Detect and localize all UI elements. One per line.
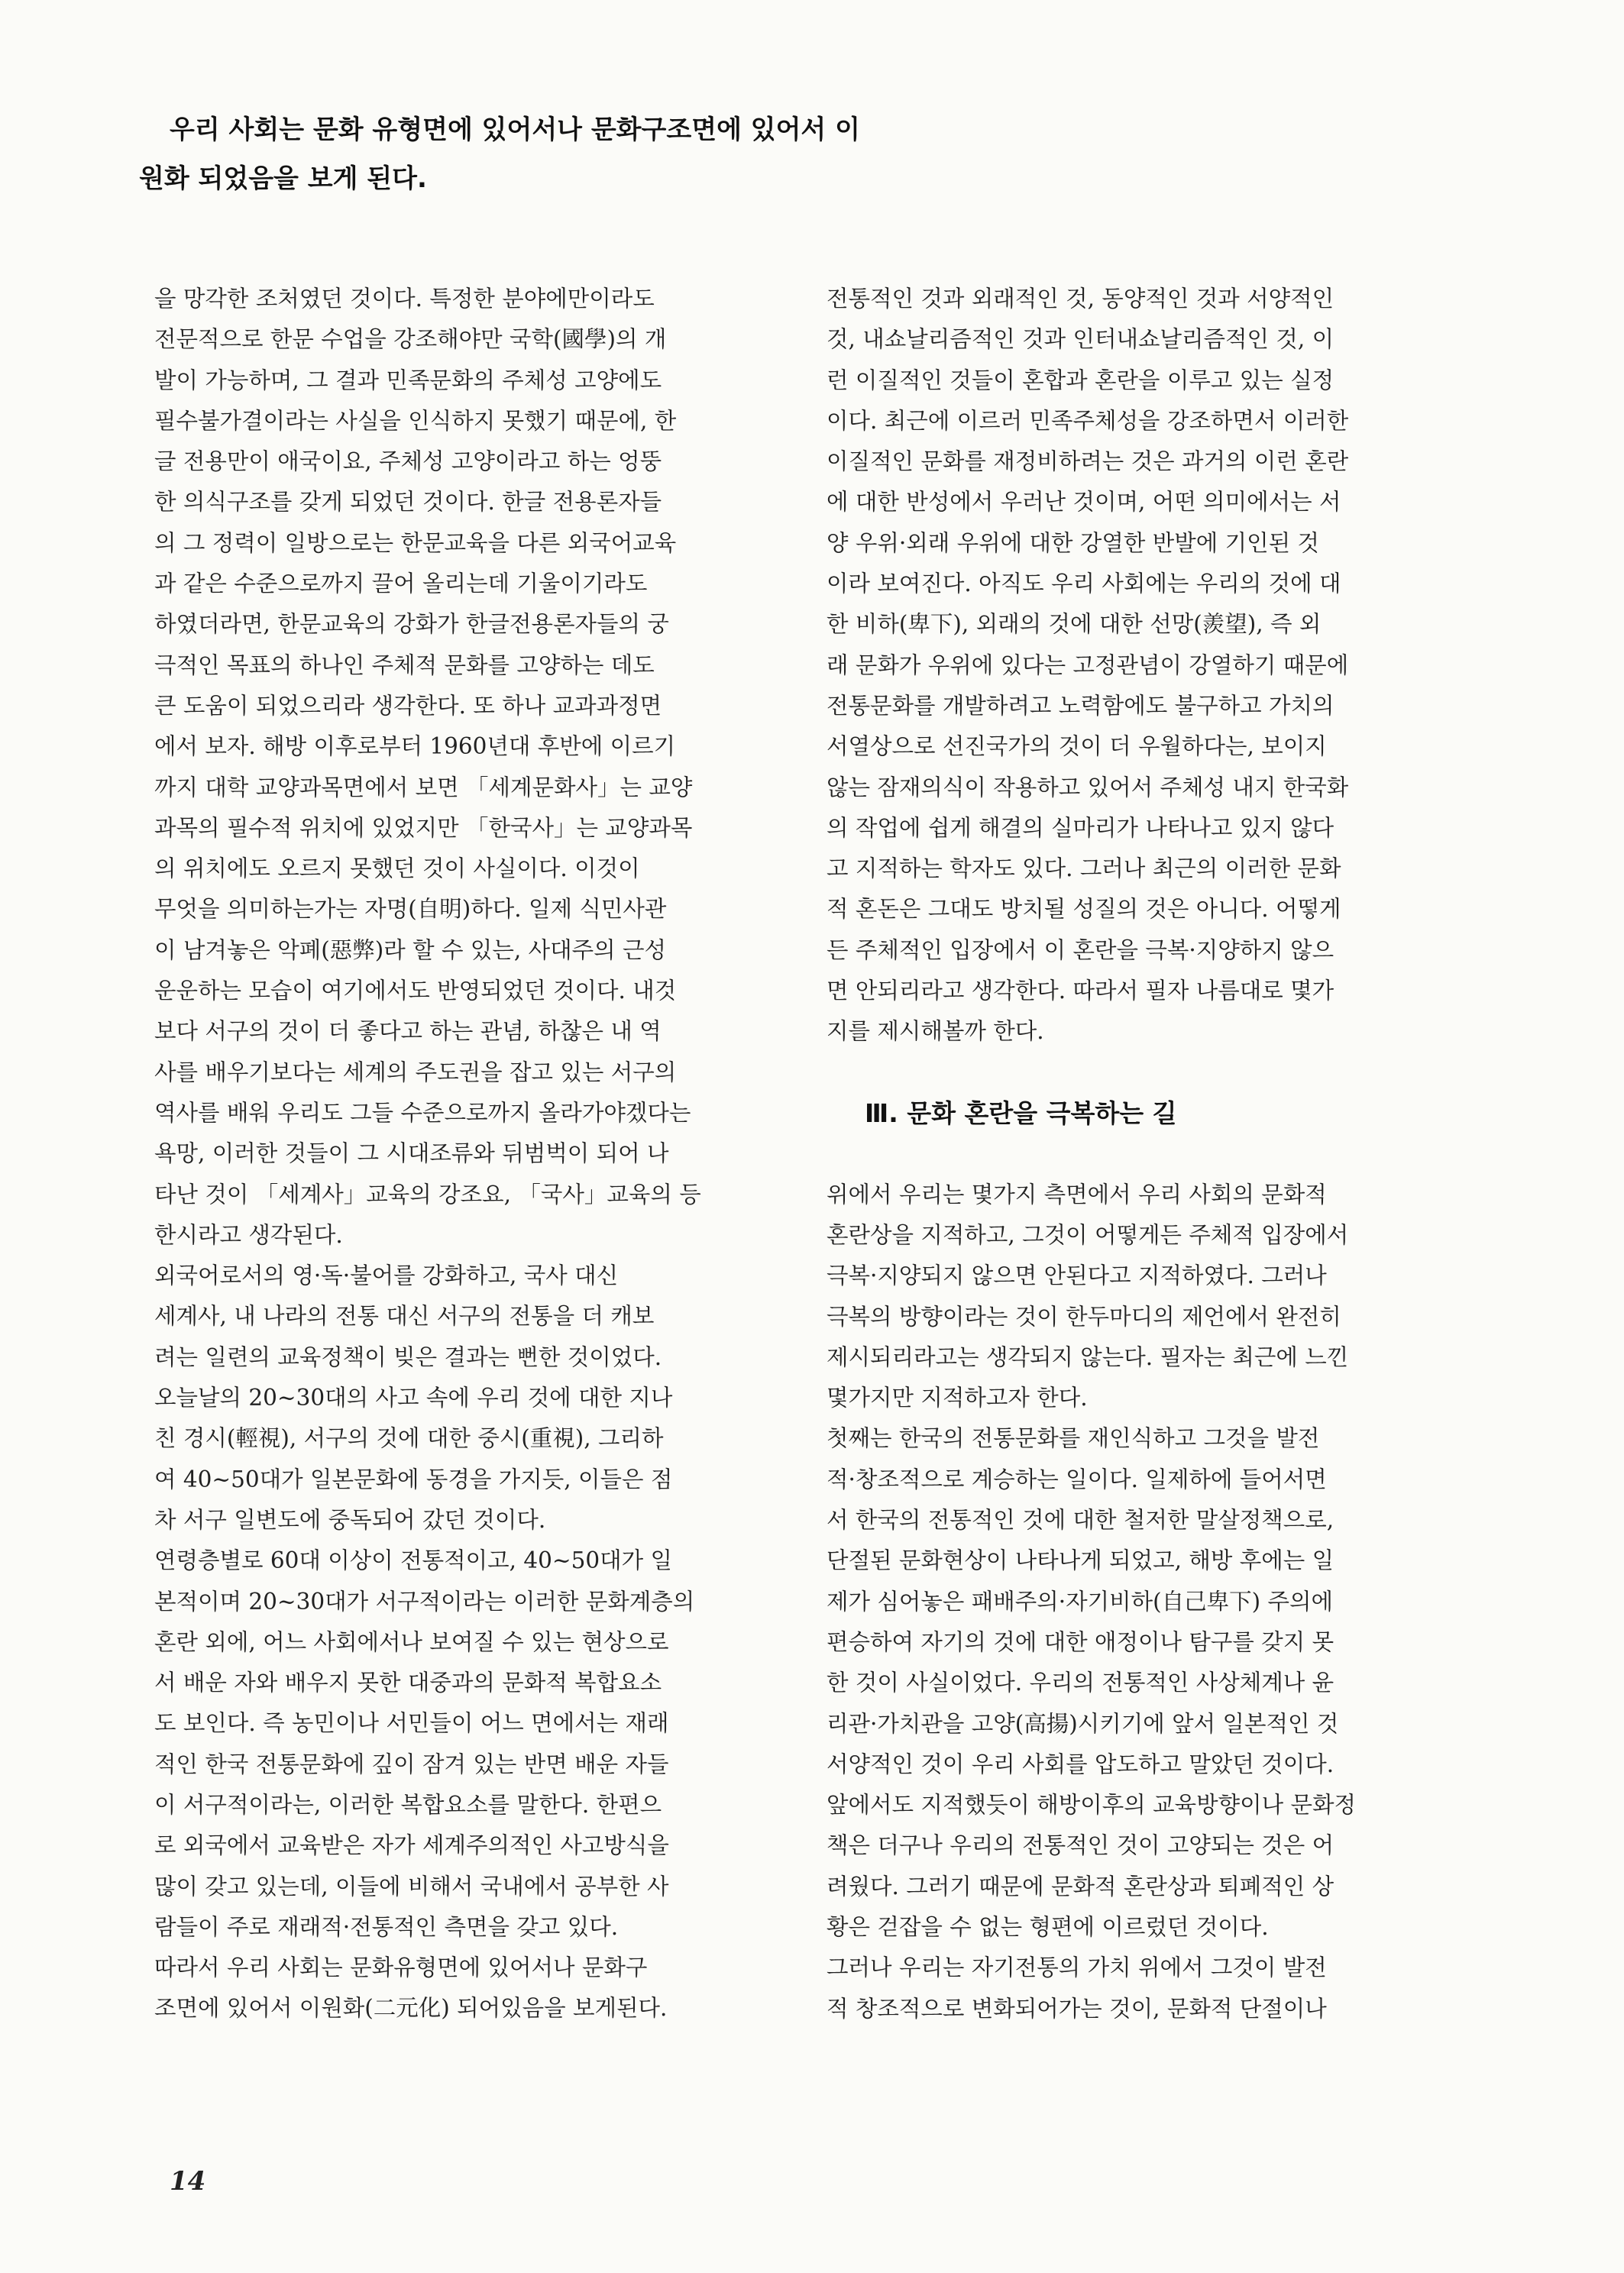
right-column-top-text (827, 279, 1476, 1052)
text-line: 리관·가치관을 고양(高揚)시키기에 앞서 일본적인 것 (827, 1710, 1339, 1737)
text-line: 적·창조적으로 계승하는 일이다. 일제하에 들어서면 (827, 1466, 1327, 1492)
text-line: 한 것이 사실이었다. 우리의 전통적인 사상체계나 윤 (827, 1670, 1334, 1696)
text-line: 외국어로서의 영·독·불어를 강화하고, 국사 대신 (154, 1263, 619, 1289)
text-line: 에서 보자. 해방 이후로부터 1960년대 후반에 이르기 (154, 733, 676, 760)
text-line: 그러나 우리는 자기전통의 가치 위에서 그것이 발전 (827, 1955, 1327, 1981)
text-line: 까지 대학 교양과목면에서 보면 「세계문화사」는 교양 (154, 774, 693, 800)
text-line: 런 이질적인 것들이 혼합과 혼란을 이루고 있는 실정 (827, 367, 1334, 393)
text-line: 욕망, 이러한 것들이 그 시대조류와 뒤범벅이 되어 나 (154, 1140, 669, 1167)
section-heading: Ⅲ. 문화 혼란을 극복하는 길 (865, 1098, 1177, 1128)
text-line: 이 서구적이라는, 이러한 복합요소를 말한다. 한편으 (154, 1791, 662, 1818)
text-line: 단절된 문화현상이 나타나게 되었고, 해방 후에는 일 (827, 1547, 1334, 1574)
text-line: 적인 한국 전통문화에 깊이 잠겨 있는 반면 배운 자들 (154, 1751, 669, 1777)
text-line: 사를 배우기보다는 세계의 주도권을 잡고 있는 서구의 (154, 1059, 677, 1085)
text-line: 든 주체적인 입장에서 이 혼란을 극복·지양하지 않으 (827, 936, 1334, 963)
text-line: 위에서 우리는 몇가지 측면에서 우리 사회의 문화적 (827, 1181, 1327, 1208)
text-line: 몇가지만 지적하고자 한다. (827, 1385, 1088, 1411)
text-line: 글 전용만이 애국이요, 주체성 고양이라고 하는 엉뚱 (154, 448, 662, 475)
text-line: 한 의식구조를 갖게 되었던 것이다. 한글 전용론자들 (154, 489, 662, 516)
text-line: 한 비하(卑下), 외래의 것에 대한 선망(羨望), 즉 외 (827, 611, 1322, 638)
text-line: 로 외국에서 교육받은 자가 세계주의적인 사고방식을 (154, 1832, 669, 1859)
text-line: 이질적인 문화를 재정비하려는 것은 과거의 이런 혼란 (827, 448, 1349, 475)
text-line: 보다 서구의 것이 더 좋다고 하는 관념, 하찮은 내 역 (154, 1018, 662, 1045)
text-line: 려는 일련의 교육정책이 빚은 결과는 뻔한 것이었다. (154, 1343, 662, 1370)
text-line: 과목의 필수적 위치에 있었지만 「한국사」는 교양과목 (154, 814, 693, 841)
text-line: 극적인 목표의 하나인 주체적 문화를 고양하는 데도 (154, 652, 655, 678)
text-line: 극복의 방향이라는 것이 한두마디의 제언에서 완전히 (827, 1303, 1341, 1330)
text-line: 발이 가능하며, 그 결과 민족문화의 주체성 고양에도 (154, 367, 662, 393)
text-line: 이다. 최근에 이르러 민족주체성을 강조하면서 이러한 (827, 407, 1349, 434)
text-line: 많이 갖고 있는데, 이들에 비해서 국내에서 공부한 사 (154, 1873, 669, 1900)
text-line: 큰 도움이 되었으리라 생각한다. 또 하나 교과과정면 (154, 692, 662, 719)
text-line: 연령층별로 60대 이상이 전통적이고, 40~50대가 일 (154, 1547, 673, 1574)
right-column-bottom-text (827, 1175, 1476, 2029)
text-line: 이라 보여진다. 아직도 우리 사회에는 우리의 것에 대 (827, 571, 1341, 597)
text-line: 세계사, 내 나라의 전통 대신 서구의 전통을 더 캐보 (154, 1303, 655, 1330)
text-line: 려웠다. 그러기 때문에 문화적 혼란상과 퇴폐적인 상 (827, 1873, 1334, 1900)
text-line: 조면에 있어서 이원화(二元化) 되어있음을 보게된다. (154, 1995, 668, 2022)
text-line: 에 대한 반성에서 우러난 것이며, 어떤 의미에서는 서 (827, 489, 1341, 516)
text-line: 이 남겨놓은 악폐(惡弊)라 할 수 있는, 사대주의 근성 (154, 936, 666, 963)
text-line: 면 안되리라고 생각한다. 따라서 필자 나름대로 몇가 (827, 978, 1334, 1004)
text-line: 극복·지양되지 않으면 안된다고 지적하였다. 그러나 (827, 1263, 1327, 1289)
text-line: 차 서구 일변도에 중독되어 갔던 것이다. (154, 1506, 546, 1533)
text-line: 적 혼돈은 그대도 방치될 성질의 것은 아니다. 어떻게 (827, 896, 1341, 923)
text-line: 혼란 외에, 어느 사회에서나 보여질 수 있는 현상으로 (154, 1628, 669, 1655)
page-number: 14 (170, 2166, 206, 2197)
text-line: 타난 것이 「세계사」교육의 강조요, 「국사」교육의 등 (154, 1181, 701, 1208)
text-line: 오늘날의 20~30대의 사고 속에 우리 것에 대한 지나 (154, 1385, 673, 1411)
text-line: 역사를 배워 우리도 그들 수준으로까지 올라가야겠다는 (154, 1099, 691, 1126)
text-line: 편승하여 자기의 것에 대한 애정이나 탐구를 갖지 못 (827, 1628, 1334, 1655)
text-line: 제시되리라고는 생각되지 않는다. 필자는 최근에 느낀 (827, 1343, 1349, 1370)
text-line: 한시라고 생각된다. (154, 1221, 343, 1248)
text-line: 무엇을 의미하는가는 자명(自明)하다. 일제 식민사관 (154, 896, 667, 923)
text-line: 혼란상을 지적하고, 그것이 어떻게든 주체적 입장에서 (827, 1221, 1349, 1248)
text-line: 본적이며 20~30대가 서구적이라는 이러한 문화계층의 (154, 1588, 695, 1615)
text-line: 서 배운 자와 배우지 못한 대중과의 문화적 복합요소 (154, 1670, 662, 1696)
lead-line-2: 원화 되었음을 보게 된다. (139, 163, 427, 194)
text-line: 서양적인 것이 우리 사회를 압도하고 말았던 것이다. (827, 1751, 1334, 1777)
text-line: 양 우위·외래 우위에 대한 강열한 반발에 기인된 것 (827, 529, 1319, 556)
text-line: 전통적인 것과 외래적인 것, 동양적인 것과 서양적인 (827, 286, 1334, 312)
text-line: 여 40~50대가 일본문화에 동경을 가지듯, 이들은 점 (154, 1466, 673, 1492)
text-line: 을 망각한 조처였던 것이다. 특정한 분야에만이라도 (154, 286, 655, 312)
text-line: 고 지적하는 학자도 있다. 그러나 최근의 이러한 문화 (827, 855, 1341, 882)
text-line: 않는 잠재의식이 작용하고 있어서 주체성 내지 한국화 (827, 774, 1349, 800)
text-line: 도 보인다. 즉 농민이나 서민들이 어느 면에서는 재래 (154, 1710, 669, 1737)
text-line: 람들이 주로 재래적·전통적인 측면을 갖고 있다. (154, 1913, 619, 1940)
text-line: 의 위치에도 오르지 못했던 것이 사실이다. 이것이 (154, 855, 640, 882)
text-line: 운운하는 모습이 여기에서도 반영되었던 것이다. 내것 (154, 978, 677, 1004)
text-line: 첫째는 한국의 전통문화를 재인식하고 그것을 발전 (827, 1425, 1320, 1452)
lead-line-1: 우리 사회는 문화 유형면에 있어서나 문화구조면에 있어서 이 (170, 115, 860, 145)
text-line: 따라서 우리 사회는 문화유형면에 있어서나 문화구 (154, 1955, 648, 1981)
text-line: 지를 제시해볼까 한다. (827, 1018, 1044, 1045)
text-line: 과 같은 수준으로까지 끌어 올리는데 기울이기라도 (154, 571, 648, 597)
right-column (827, 279, 1476, 2029)
text-line: 친 경시(輕視), 서구의 것에 대한 중시(重視), 그리하 (154, 1425, 664, 1452)
text-line: 전문적으로 한문 수업을 강조해야만 국학(國學)의 개 (154, 326, 667, 353)
text-line: 황은 걷잡을 수 없는 형편에 이르렀던 것이다. (827, 1913, 1269, 1940)
text-line: 앞에서도 지적했듯이 해방이후의 교육방향이나 문화정 (827, 1792, 1356, 1819)
text-line: 하였더라면, 한문교육의 강화가 한글전용론자들의 궁 (154, 611, 669, 638)
lead-paragraph (139, 105, 1315, 203)
text-line: 제가 심어놓은 패배주의·자기비하(自己卑下) 주의에 (827, 1588, 1333, 1615)
text-line: 래 문화가 우위에 있다는 고정관념이 강열하기 때문에 (827, 652, 1349, 678)
text-line: 것, 내쇼날리즘적인 것과 인터내쇼날리즘적인 것, 이 (827, 326, 1334, 353)
text-line: 서 한국의 전통적인 것에 대한 철저한 말살정책으로, (827, 1507, 1334, 1534)
text-line: 전통문화를 개발하려고 노력함에도 불구하고 가치의 (827, 692, 1334, 719)
left-column (154, 279, 804, 2029)
text-line: 의 그 정력이 일방으로는 한문교육을 다른 외국어교육 (154, 529, 677, 556)
text-line: 책은 더구나 우리의 전통적인 것이 고양되는 것은 어 (827, 1832, 1334, 1859)
text-line: 서열상으로 선진국가의 것이 더 우월하다는, 보이지 (827, 733, 1327, 760)
text-line: 필수불가결이라는 사실을 인식하지 못했기 때문에, 한 (154, 407, 677, 434)
text-line: 적 창조적으로 변화되어가는 것이, 문화적 단절이나 (827, 1995, 1327, 2022)
text-line: 의 작업에 쉽게 해결의 실마리가 나타나고 있지 않다 (827, 814, 1334, 841)
